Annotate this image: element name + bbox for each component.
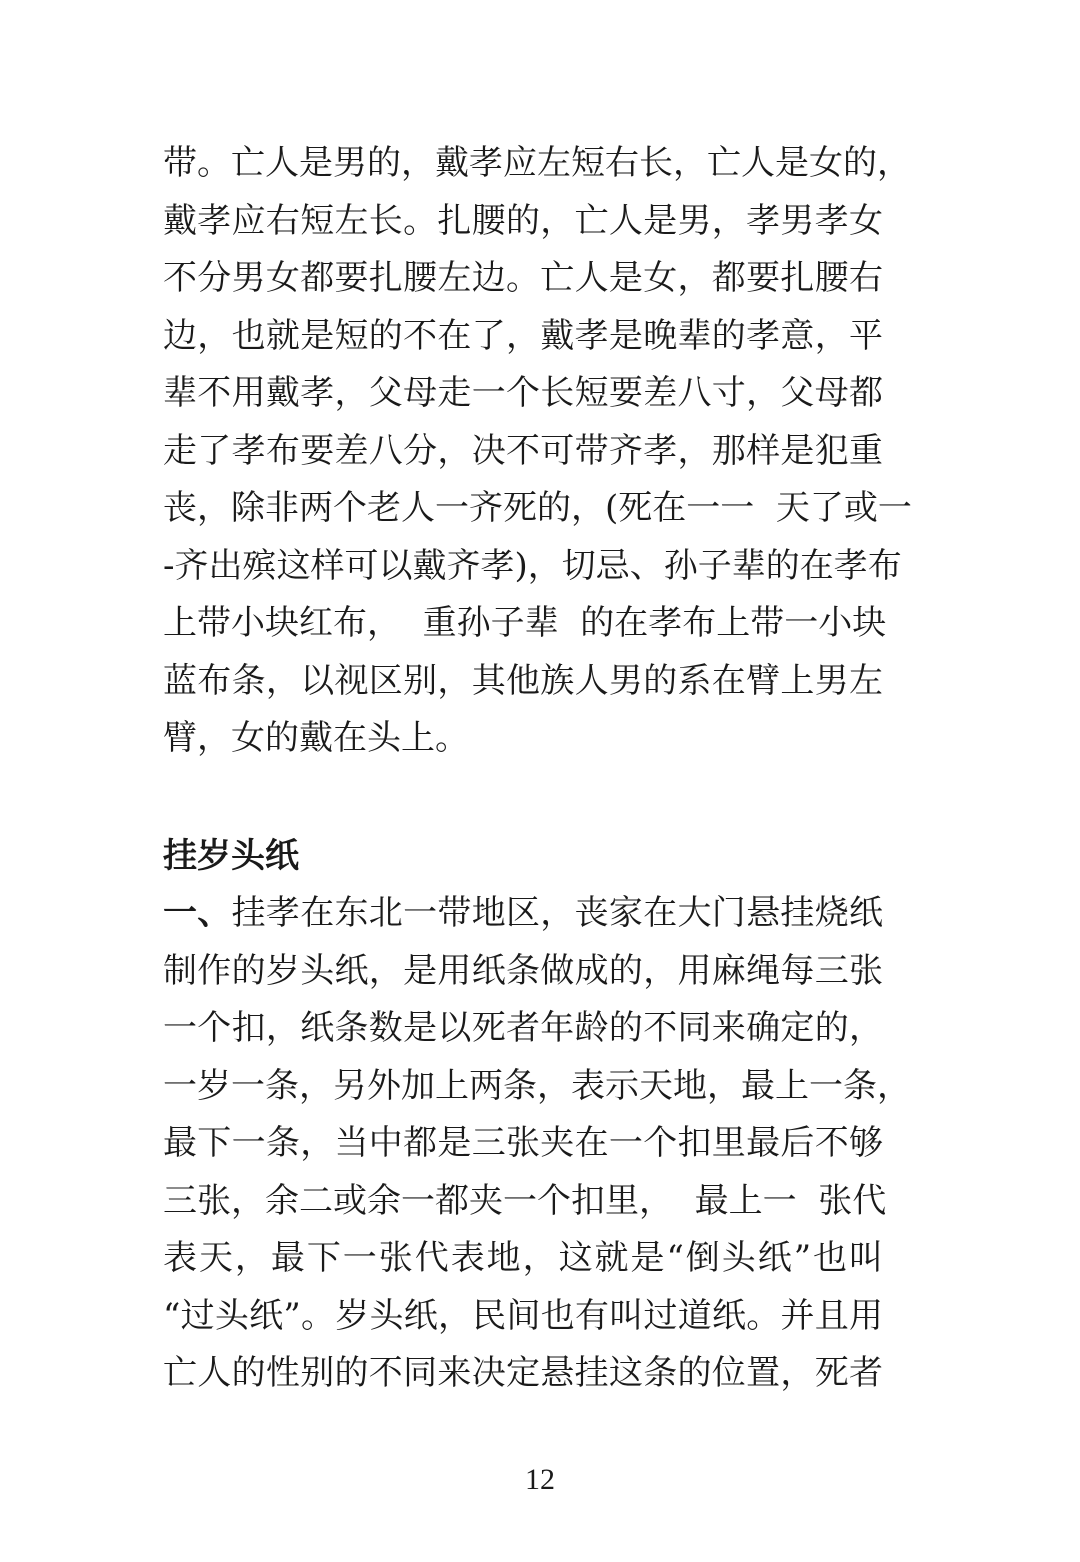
text-line: 戴孝应右短左长。扎腰的，亡人是男，孝男孝女: [163, 200, 883, 241]
text-line: 三张，余二或余一都夹一个扣里， 最上一 张代: [163, 1180, 887, 1221]
page-number: 12: [525, 1463, 555, 1496]
text-line-first: [163, 885, 883, 943]
text-line: 一岁一条，另外加上两条，表示天地，最上一条，: [163, 1065, 911, 1106]
paragraph-hanging-paper: [163, 885, 911, 1403]
text-line: -齐出殡这样可以戴齐孝)，切忌、孙子辈的在孝布: [163, 545, 902, 586]
text-line: 上带小块红布， 重孙子辈 的在孝布上带一小块: [163, 603, 887, 643]
text-line: 制作的岁头纸，是用纸条做成的，用麻绳每三张: [163, 950, 883, 991]
text-line: 蓝布条，以视区别，其他族人男的系在臂上男左: [163, 660, 883, 701]
text-line: 走了孝布要差八分，决不可带齐孝，那样是犯重: [163, 430, 883, 471]
text-line-rest: 挂孝在东北一带地区，丧家在大门悬挂烧纸: [231, 893, 884, 933]
section-heading: 挂岁头纸: [163, 836, 299, 876]
text-line: 不分男女都要扎腰左边。亡人是女，都要扎腰右: [163, 258, 883, 298]
text-line: 亡人的性别的不同来决定悬挂这条的位置，死者: [163, 1353, 883, 1393]
text-line: 辈不用戴孝，父母走一个长短要差八寸，父母都: [163, 373, 883, 413]
text-line: 最下一条，当中都是三张夹在一个扣里最后不够: [163, 1123, 883, 1163]
text-line: “过头纸”。岁头纸，民间也有叫过道纸。并且用: [163, 1295, 883, 1336]
text-line: 丧，除非两个老人一齐死的，(死在一一 天了或一: [163, 488, 912, 528]
text-line: 一个扣，纸条数是以死者年龄的不同来确定的，: [163, 1008, 883, 1048]
list-marker: 一、: [163, 893, 232, 933]
text-line: 臂，女的戴在头上。: [163, 718, 469, 758]
text-line: 带。亡人是男的，戴孝应左短右长，亡人是女的，: [163, 143, 911, 183]
text-line: 表天，最下一张代表地，这就是“倒头纸”也叫: [163, 1238, 883, 1278]
paragraph-mourning-attire: [163, 135, 912, 768]
text-line: 边，也就是短的不在了，戴孝是晚辈的孝意，平: [163, 315, 883, 356]
